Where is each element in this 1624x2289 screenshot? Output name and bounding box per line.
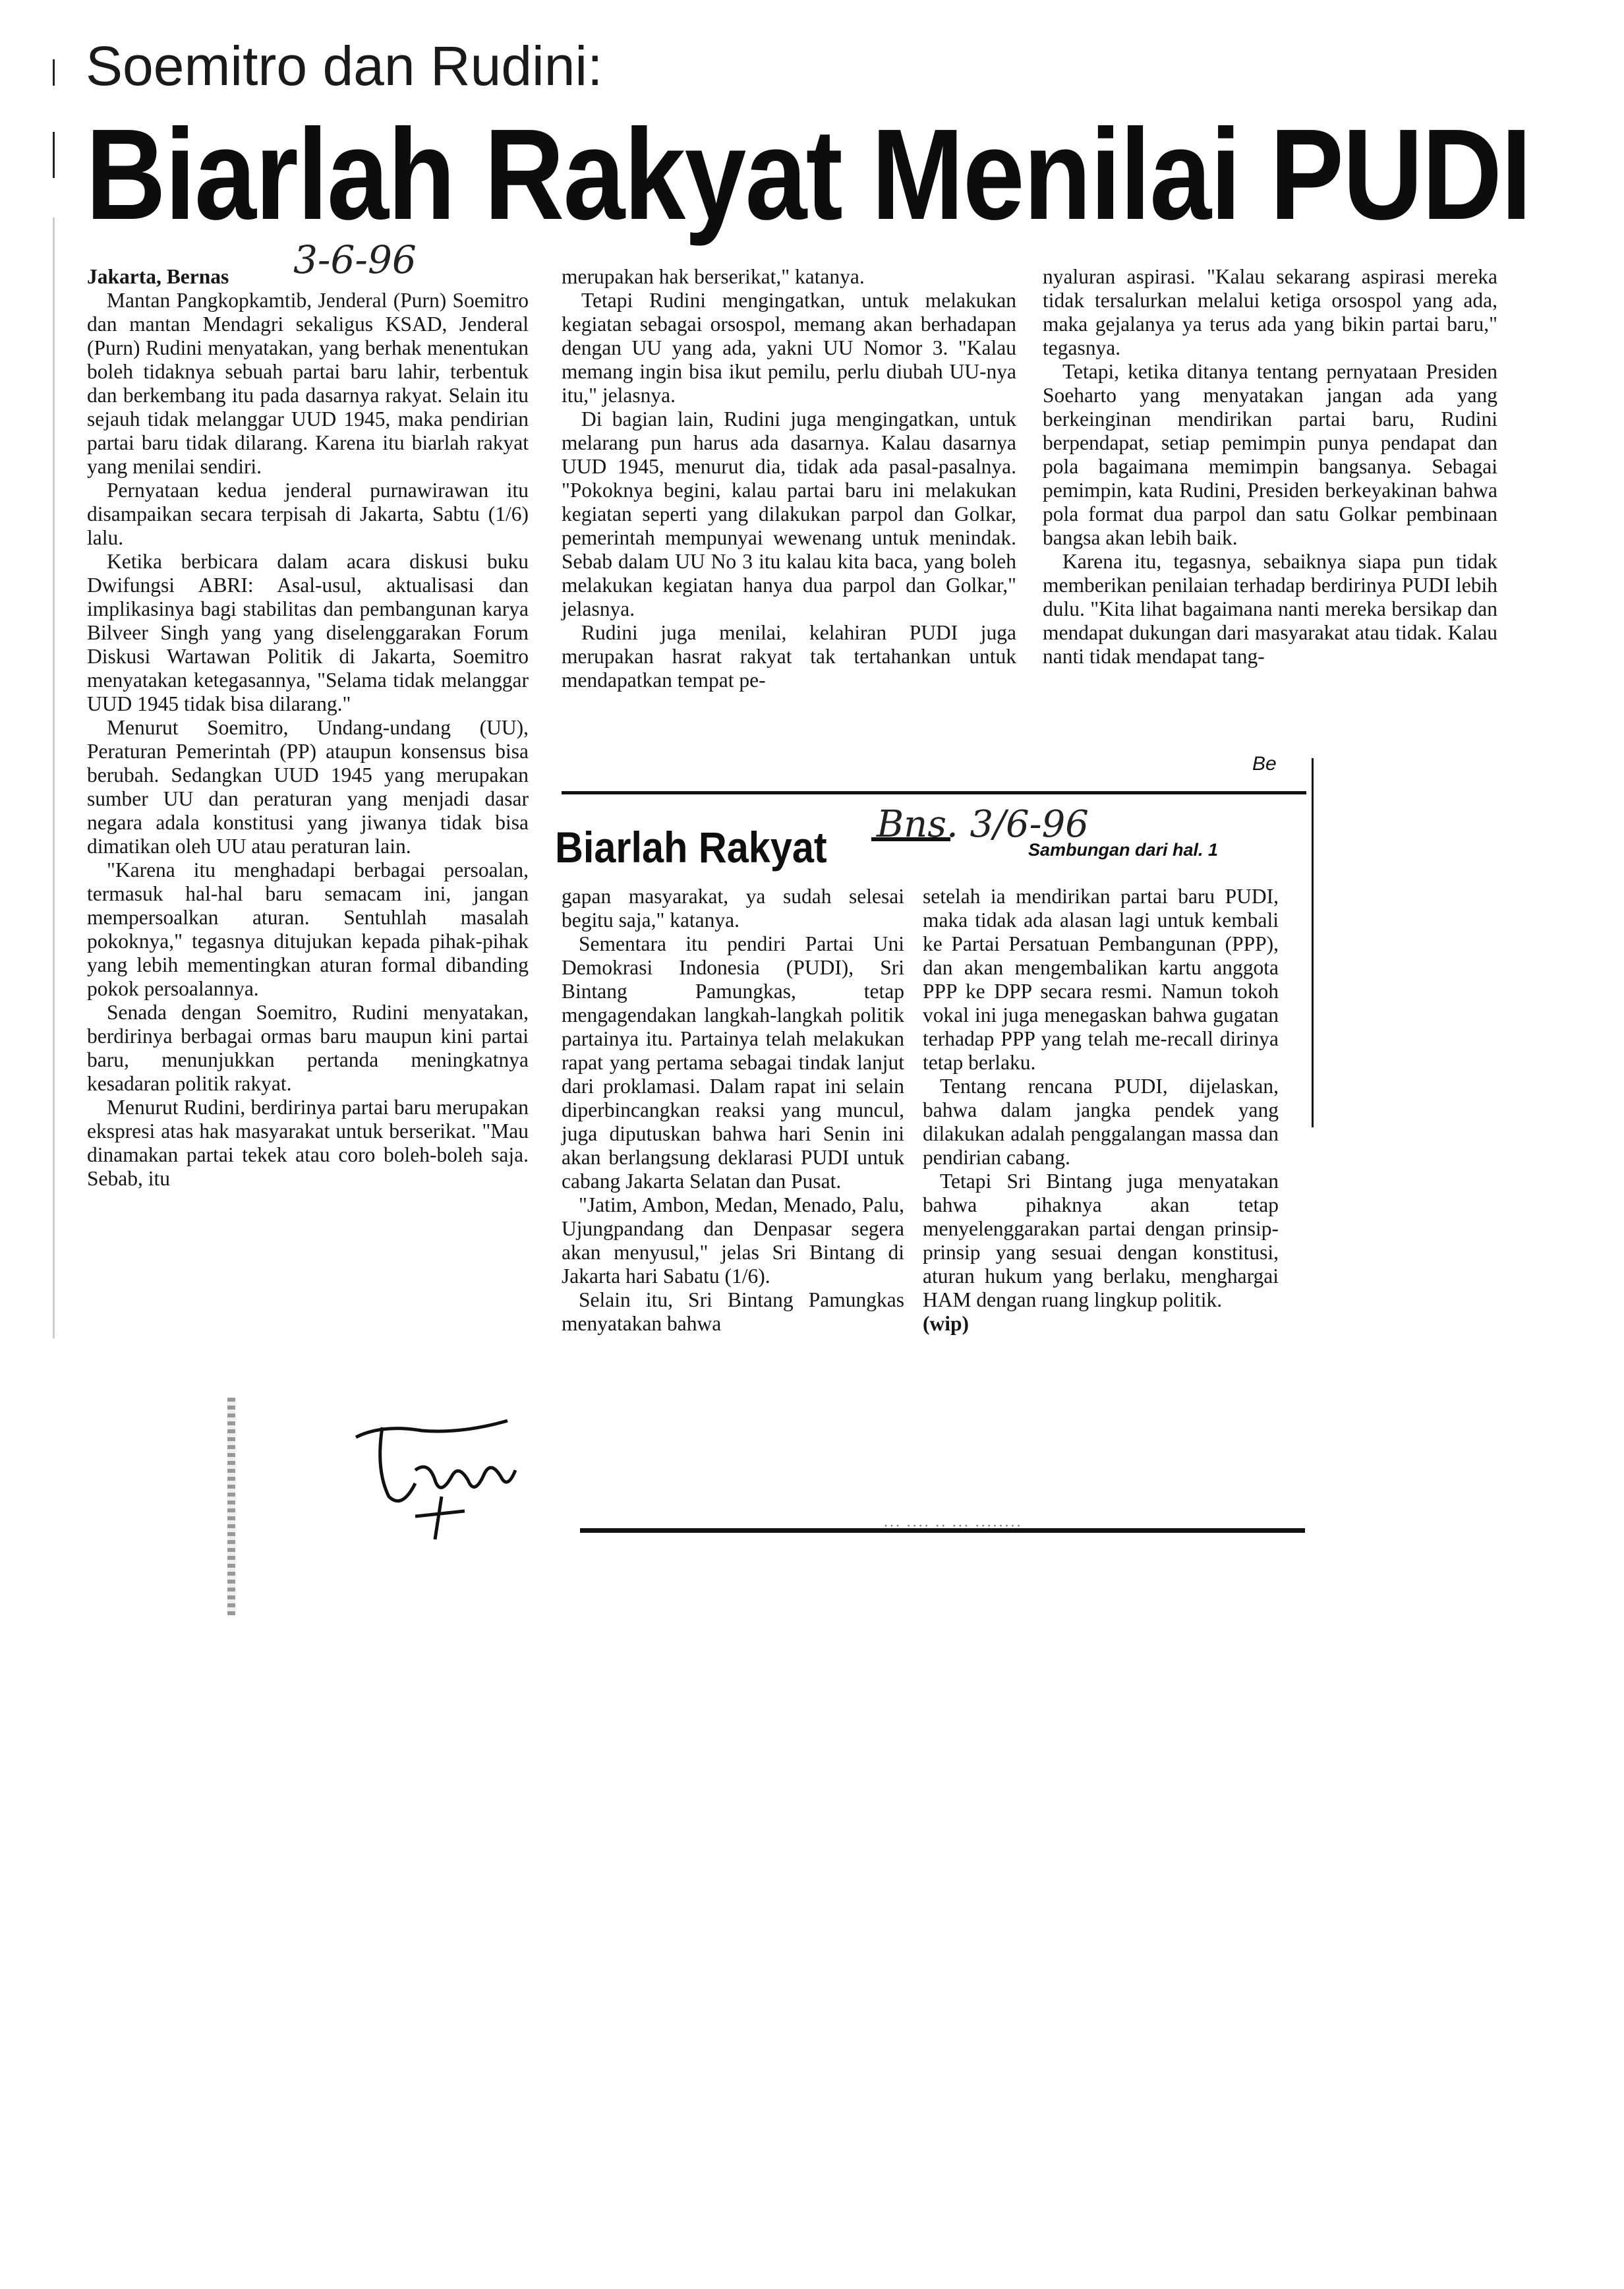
- margin-mark: [53, 59, 55, 86]
- margin-line: [53, 218, 55, 1338]
- paragraph: Sementara itu pendiri Partai Uni Demokrasi Indonesia (PUDI), Sri Bintang Pamungkas, tetap mengagendakan langkah-langkah politik partainya itu. Partainya telah melakukan rapat yang pertama sebagai tindak lanjut dari proklamasi. Dalam rapat ini selain diperbincangkan reaksi yang muncul, juga diputuskan bahwa hari Senin ini akan berlangsung deklarasi PUDI untuk cabang Jakarta Selatan dan Pusat.: [562, 932, 904, 1193]
- article-column-2: [562, 265, 1016, 692]
- section-side-rule: [1312, 758, 1314, 1127]
- paragraph: Karena itu, tegasnya, sebaiknya siapa pun tidak memberikan penilaian terhadap berdirinya PUDI lebih dulu. "Kita lihat bagaimana nanti mereka bersikap dan mendapat dukungan dari masyarakat atau tidak. Kalau nanti tidak mendapat tang-: [1043, 550, 1497, 668]
- paragraph: Selain itu, Sri Bintang Pamungkas menyatakan bahwa: [562, 1288, 904, 1335]
- section-top-rule: [562, 791, 1306, 794]
- cutoff-text: ··· ···· ·· ··· ········: [883, 1516, 1022, 1534]
- continuation-handwritten-note: Bns. 3/6-96: [877, 803, 1089, 846]
- article-column-1: [87, 265, 529, 1191]
- paragraph: Ketika berbicara dalam acara diskusi buku Dwifungsi ABRI: Asal-usul, aktualisasi dan implikasinya bagi stabilitas dan pembangunan karya Bilveer Singh yang yang diselenggarakan Forum Diskusi Wartawan Politik di Jakarta, Soemitro menyatakan ketegasannya, "Selama tidak melanggar UUD 1945 tidak bisa dilarang.": [87, 550, 529, 715]
- paragraph: setelah ia mendirikan partai baru PUDI, maka tidak ada alasan lagi untuk kembali ke Partai Persatuan Pembangunan (PPP), dan akan mengembalikan kartu anggota PPP ke DPP secara resmi. Namun tokoh vokal ini juga menegaskan bahwa gugatan terhadap PPP yang telah me-recall dirinya tetap berlaku.: [923, 885, 1279, 1074]
- handwritten-signature: [343, 1398, 540, 1549]
- article-headline: Biarlah Rakyat Menilai PUDI: [86, 102, 1531, 247]
- paragraph: Tentang rencana PUDI, dijelaskan, bahwa dalam jangka pendek yang dilakukan adalah penggalangan massa dan pendirian cabang.: [923, 1075, 1279, 1169]
- continuation-column-a: [562, 885, 904, 1336]
- scan-artifact: [227, 1398, 235, 1615]
- paragraph: Tetapi Rudini mengingatkan, untuk melakukan kegiatan sebagai orsospol, memang akan berhadapan dengan UU yang ada, yakni UU Nomor 3. "Kalau memang ingin bisa ikut pemilu, perlu diubah UU-nya itu," jelasnya.: [562, 289, 1016, 407]
- continued-marker: Be: [1252, 753, 1277, 775]
- paragraph: Menurut Rudini, berdirinya partai baru merupakan ekspresi atas hak masyarakat untuk berserikat. "Mau dinamakan partai tekek atau coro boleh-boleh saja. Sebab, itu: [87, 1096, 529, 1190]
- paragraph: Senada dengan Soemitro, Rudini menyatakan, berdirinya berbagai ormas baru maupun kini partai baru, menunjukkan pertanda meningkatnya kesadaran politik rakyat.: [87, 1001, 529, 1095]
- paragraph: Tetapi, ketika ditanya tentang pernyataan Presiden Soeharto yang menyatakan jangan ada yang berkeinginan mendirikan partai baru, Rudini berpendapat, setiap pemimpin punya pendapat dan pola bagaimana memimpin bangsanya. Sebagai pemimpin, kata Rudini, Presiden berkeyakinan bahwa pola format dua parpol dan satu Golkar pembinaan bangsa akan lebih baik.: [1043, 360, 1497, 549]
- paragraph: gapan masyarakat, ya sudah selesai begitu saja," katanya.: [562, 885, 904, 932]
- margin-mark: [53, 132, 55, 178]
- continuation-column-b: [923, 885, 1279, 1336]
- paragraph: merupakan hak berserikat," katanya.: [562, 265, 865, 288]
- paragraph: "Karena itu menghadapi berbagai persoalan, termasuk hal-hal baru semacam ini, jangan mempersoalkan aturan. Sentuhlah masalah pokoknya," tegasnya ditujukan kepada pihak-pihak yang lebih mementingkan aturan formal dibanding pokok persoalannya.: [87, 858, 529, 1000]
- continuation-title: Biarlah Rakyat: [555, 823, 827, 872]
- byline-initials: (wip): [923, 1312, 969, 1335]
- paragraph: "Jatim, Ambon, Medan, Menado, Palu, Ujungpandang dan Denpasar segera akan menyusul," jelas Sri Bintang di Jakarta hari Sabatu (1/6).: [562, 1193, 904, 1288]
- article-kicker: Soemitro dan Rudini:: [86, 35, 603, 97]
- paragraph: Tetapi Sri Bintang juga menyatakan bahwa pihaknya akan tetap menyelenggarakan partai dengan prinsip-prinsip yang sesuai dengan konstitusi, aturan hukum yang berlaku, menghargai HAM dengan ruang lingkup politik.: [923, 1170, 1279, 1311]
- paragraph: nyaluran aspirasi. "Kalau sekarang aspirasi mereka tidak tersalurkan melalui ketiga orsospol yang ada, maka gejalanya ya terus ada yang bikin partai baru," tegasnya.: [1043, 265, 1497, 359]
- paragraph: Di bagian lain, Rudini juga mengingatkan, untuk melarang pun harus ada dasarnya. Kalau dasarnya UUD 1945, menurut dia, tidak ada pasal-pasalnya. "Pokoknya begini, kalau partai baru ini melakukan kegiatan seperti yang dilakukan parpol dan Golkar, pemerintah mempunyai wewenang untuk menindak. Sebab dalam UU No 3 itu kalau kita baca, yang boleh melakukan kegiatan hanya dua parpol dan Golkar," jelasnya.: [562, 407, 1016, 620]
- article-column-3: [1043, 265, 1497, 669]
- paragraph: Rudini juga menilai, kelahiran PUDI juga merupakan hasrat rakyat tak tertahankan untuk mendapatkan tempat pe-: [562, 621, 1016, 692]
- handwritten-date: 3-6-96: [293, 237, 417, 282]
- paragraph: Mantan Pangkopkamtib, Jenderal (Purn) Soemitro dan mantan Mendagri sekaligus KSAD, Jenderal (Purn) Rudini menyatakan, yang berhak menentukan boleh tidaknya sebuah partai baru lahir, terbentuk dan berkembang itu pada dasarnya rakyat. Selain itu sejauh tidak melanggar UUD 1945, maka pendirian partai baru tidak dilarang. Karena itu biarlah rakyat yang menilai sendiri.: [87, 289, 529, 478]
- continuation-source-note: Sambungan dari hal. 1: [1028, 840, 1219, 860]
- signature-drawing: [343, 1398, 540, 1549]
- paragraph: Menurut Soemitro, Undang-undang (UU), Peraturan Pemerintah (PP) ataupun konsensus bisa berubah. Sedangkan UUD 1945 yang merupakan sumber UU dan peraturan yang menjadi dasar negara adala konstitusi yang jiwanya tidak bisa dimatikan oleh UU atau peraturan lain.: [87, 716, 529, 858]
- paragraph: Pernyataan kedua jenderal purnawirawan itu disampaikan secara terpisah di Jakarta, Sabtu (1/6) lalu.: [87, 479, 529, 549]
- dateline: Jakarta, Bernas: [87, 265, 229, 288]
